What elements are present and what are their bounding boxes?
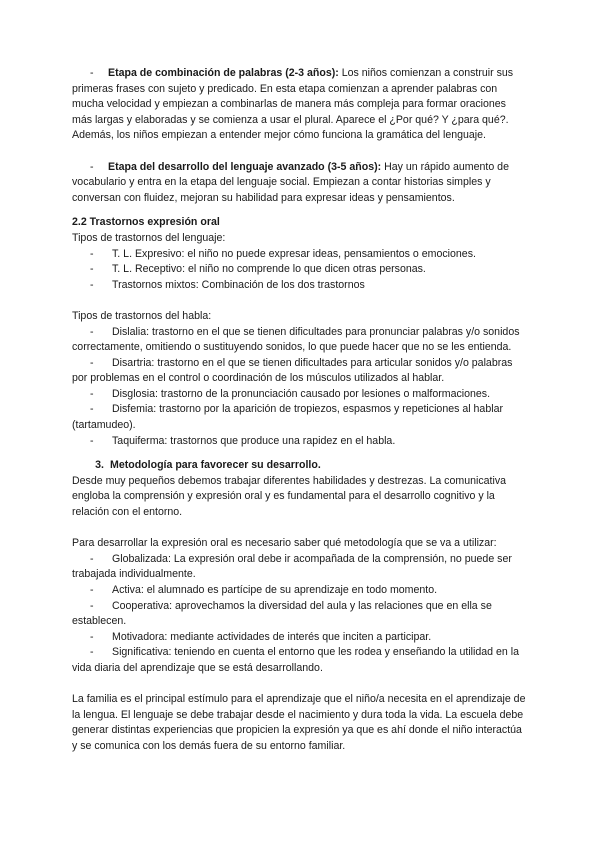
methodology-intro: Para desarrollar la expresión oral es necesario saber qué metodología que se va a utilizar: xyxy=(72,537,497,550)
stage-combination-text: Los niños comienzan a construir sus primeras frases con sujeto y predicado. En esta etapa comienzan a aprender palabras con mucha velocidad y empiezan a combinarlas de manera más compleja para formar oraciones más largas y elaboradas y se comienza a usar el plural. Aparece el ¿Por qué? Y ¿para qué?. Además, los niños empiezan a entender mejor cómo funciona la gramática del lenguaje. xyxy=(72,67,514,142)
list-item: - Globalizada: La expresión oral debe ir acompañada de la comprensión, no puede ser trabajada individualmente. xyxy=(72,552,512,581)
section-2-2-heading: 2.2 Trastornos expresión oral xyxy=(72,216,220,229)
list-item: - T. L. Receptivo: el niño no comprende lo que dicen otras personas. xyxy=(90,263,426,276)
stage-advanced-paragraph xyxy=(72,160,528,207)
language-disorders-list xyxy=(72,247,528,294)
section-3-title: Metodología para favorecer su desarrollo. xyxy=(110,459,321,472)
methodology-list xyxy=(72,552,528,677)
list-item: - Dislalia: trastorno en el que se tienen dificultades para pronunciar palabras y/o sonidos correctamente, omitiendo o sustituyendo sonidos, lo que puede hacer que no se les entienda. xyxy=(72,325,520,354)
stage-advanced-title: Etapa del desarrollo del lenguaje avanzado (3-5 años): xyxy=(108,160,382,173)
list-item: - T. L. Expresivo: el niño no puede expresar ideas, pensamientos o emociones. xyxy=(90,247,476,260)
section-3-heading xyxy=(72,458,528,474)
speech-disorders-list xyxy=(72,325,528,450)
list-item: - Trastornos mixtos: Combinación de los dos trastornos xyxy=(90,278,365,291)
list-item: - Disfemia: trastorno por la aparición de tropiezos, espasmos y repeticiones al hablar (tartamudeo). xyxy=(72,403,503,432)
stage-combination-paragraph xyxy=(72,66,528,144)
language-disorders-intro: Tipos de trastornos del lenguaje: xyxy=(72,231,226,244)
list-item: - Significativa: teniendo en cuenta el entorno que les rodea y enseñando la utilidad en la vida diaria del aprendizaje que se está desarrollando. xyxy=(72,646,519,674)
speech-disorders-intro: Tipos de trastornos del habla: xyxy=(72,309,212,322)
section-3-intro: Desde muy pequeños debemos trabajar diferentes habilidades y destrezas. La comunicativa engloba la comprensión y expresión oral y es fundamental para el desarrollo cognitivo y la relación con el entorno. xyxy=(72,474,507,519)
list-item: - Activa: el alumnado es partícipe de su aprendizaje en todo momento. xyxy=(90,584,438,596)
section-3-number: 3. xyxy=(95,459,104,472)
list-item: - Motivadora: mediante actividades de interés que inciten a participar. xyxy=(90,630,432,643)
list-item: - Cooperativa: aprovechamos la diversidad del aula y las relaciones que en ella se establecen. xyxy=(72,599,492,628)
list-item: - Disglosia: trastorno de la pronunciación causado por lesiones o malformaciones. xyxy=(90,387,491,400)
list-item: - Disartria: trastorno en el que se tienen dificultades para articular sonidos y/o palabras por problemas en el control o coordinación de los músculos utilizados al hablar. xyxy=(72,356,513,385)
stage-advanced-text: Hay un rápido aumento de vocabulario y entra en la etapa del lenguaje social. Empiezan a contar historias simples y conversan con fluidez, mejoran su habilidad para expresar ideas y pensamientos. xyxy=(72,160,509,204)
document-page xyxy=(72,66,528,755)
list-item: - Taquiferma: trastornos que produce una rapidez en el habla. xyxy=(90,434,396,447)
bullet-dash: - xyxy=(90,67,94,79)
closing-paragraph: La familia es el principal estímulo para el aprendizaje que el niño/a necesita en el aprendizaje de la lengua. El lenguaje se debe trabajar desde el nacimiento y dura toda la vida. La escuela debe generar distintas experiencias que propicien la expresión ya que es ahí donde el niño interactúa y se comunica con los demás fuera de su entorno familiar. xyxy=(72,693,526,752)
stage-combination-title: Etapa de combinación de palabras (2-3 años): xyxy=(108,67,339,79)
bullet-dash: - xyxy=(90,160,94,173)
